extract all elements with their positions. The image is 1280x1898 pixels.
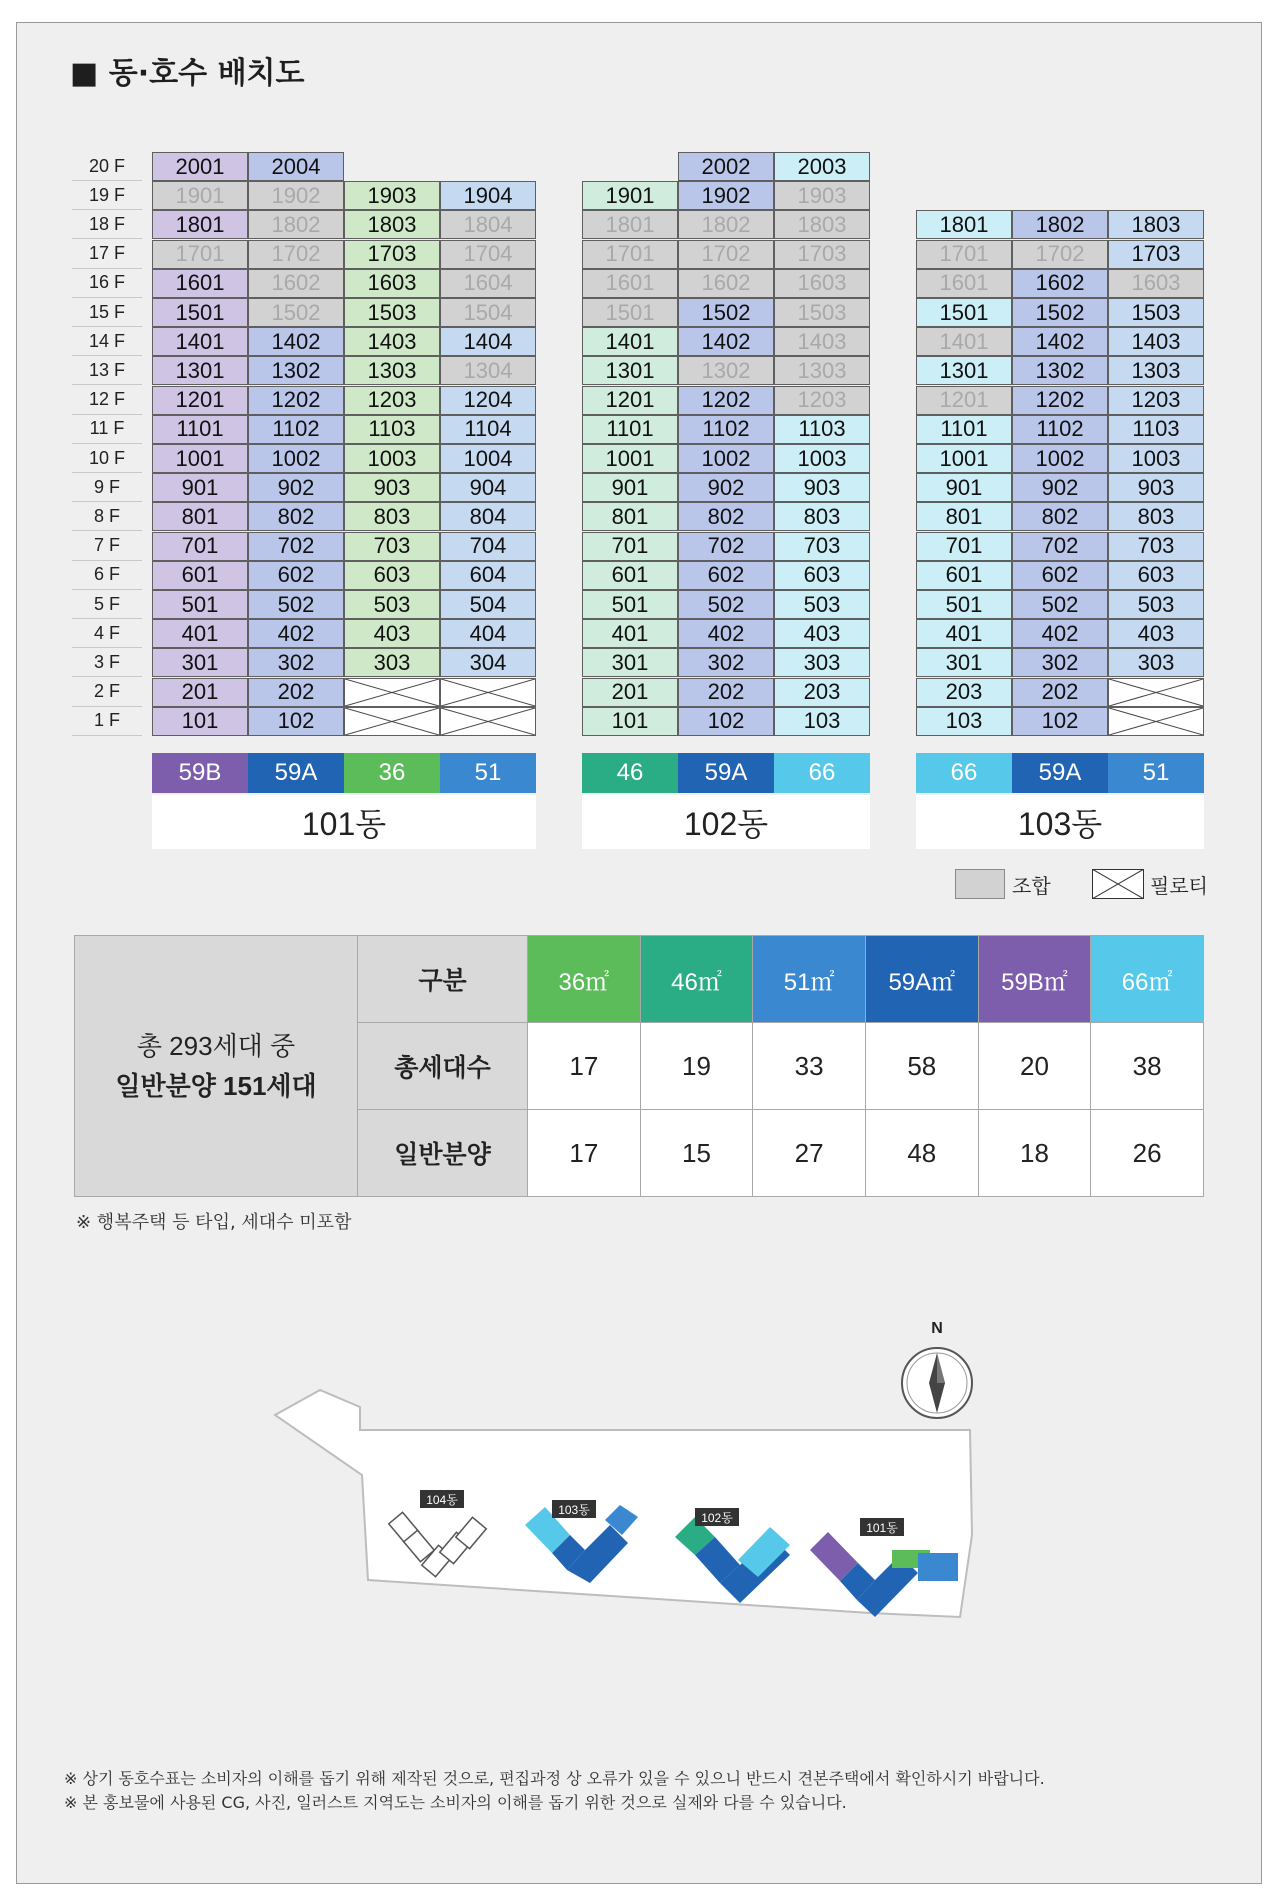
summary-general-cell: 27: [753, 1110, 866, 1197]
unit-cell: 203: [916, 678, 1012, 707]
unit-cell-union: 1503: [774, 298, 870, 327]
unit-cell: 402: [678, 619, 774, 648]
summary-type-59b: 59B㎡: [978, 936, 1091, 1023]
unit-cell: 501: [582, 590, 678, 619]
unit-cell: 1002: [678, 444, 774, 473]
pilotis-cell: [440, 707, 536, 736]
unit-cell: 603: [774, 561, 870, 590]
unit-cell: 403: [1108, 619, 1204, 648]
unit-cell: 1103: [1108, 415, 1204, 444]
unit-cell: 704: [440, 532, 536, 561]
unit-cell: 1201: [582, 386, 678, 415]
summary-total-cell: 33: [753, 1023, 866, 1110]
summary-type-51: 51㎡: [753, 936, 866, 1023]
disclaimer-line-1: ※ 상기 동호수표는 소비자의 이해를 돕기 위해 제작된 것으로, 편집과정 상 오류가 있을 수 있으니 반드시 견본주택에서 확인하시기 바랍니다.: [64, 1769, 1045, 1788]
unit-cell: 1801: [152, 210, 248, 239]
unit-cell: 2004: [248, 152, 344, 181]
unit-cell: 701: [582, 532, 678, 561]
unit-cell: 1503: [1108, 298, 1204, 327]
unit-cell: 1904: [440, 181, 536, 210]
unit-cell-union: 1701: [916, 240, 1012, 269]
unit-cell: 804: [440, 502, 536, 531]
unit-cell: 1802: [1012, 210, 1108, 239]
legend-union-label: 조합: [1012, 874, 1051, 898]
unit-cell: 2001: [152, 152, 248, 181]
unit-cell: 2003: [774, 152, 870, 181]
unit-cell: 602: [248, 561, 344, 590]
unit-cell: 1004: [440, 444, 536, 473]
unit-cell: 1801: [916, 210, 1012, 239]
summary-type-36: 36㎡: [528, 936, 641, 1023]
unit-cell: 603: [1108, 561, 1204, 590]
pilotis-cell: [1108, 707, 1204, 736]
unit-cell: 1203: [1108, 386, 1204, 415]
floor-label: 11 F: [72, 415, 142, 444]
unit-cell: 1703: [344, 240, 440, 269]
unit-cell: 303: [1108, 648, 1204, 677]
unit-cell: 602: [1012, 561, 1108, 590]
summary-header-row: [75, 936, 1204, 1023]
unit-cell: 303: [344, 648, 440, 677]
floor-label: 13 F: [72, 356, 142, 385]
unit-cell: 1001: [582, 444, 678, 473]
unit-cell: 1102: [248, 415, 344, 444]
unit-cell: 101: [582, 707, 678, 736]
site-label-101: 101동: [866, 1521, 898, 1535]
unit-cell: 701: [916, 532, 1012, 561]
unit-cell: 1603: [344, 269, 440, 298]
unit-cell: 101: [152, 707, 248, 736]
summary-general-cell: 17: [528, 1110, 641, 1197]
unit-cell-union: 1701: [582, 240, 678, 269]
unit-cell: 401: [916, 619, 1012, 648]
unit-cell: 1001: [152, 444, 248, 473]
unit-cell: 903: [1108, 473, 1204, 502]
type-label: 59A: [1012, 753, 1108, 793]
floor-label: 5 F: [72, 590, 142, 619]
unit-cell: 201: [152, 678, 248, 707]
unit-cell: 301: [916, 648, 1012, 677]
unit-cell: 202: [248, 678, 344, 707]
page-title: ■ 동·호수 배치도: [70, 56, 305, 91]
summary-lead-line2: 일반분양 151세대: [115, 1071, 317, 1101]
unit-cell: 1302: [1012, 356, 1108, 385]
unit-cell: 902: [1012, 473, 1108, 502]
type-label: 46: [582, 753, 678, 793]
type-label: 51: [1108, 753, 1204, 793]
floor-label: 16 F: [72, 269, 142, 298]
unit-cell: 1303: [344, 356, 440, 385]
summary-total-cell: 20: [978, 1023, 1091, 1110]
unit-cell: 703: [344, 532, 440, 561]
unit-cell: 1803: [1108, 210, 1204, 239]
unit-cell-union: 1201: [916, 386, 1012, 415]
pilotis-cell: [1108, 678, 1204, 707]
unit-cell-union: 1903: [774, 181, 870, 210]
unit-cell: 1402: [678, 327, 774, 356]
unit-cell: 803: [1108, 502, 1204, 531]
unit-cell: 901: [582, 473, 678, 502]
unit-cell: 1502: [678, 298, 774, 327]
building-name: 101동: [152, 795, 536, 849]
unit-cell: 102: [678, 707, 774, 736]
unit-cell: 502: [678, 590, 774, 619]
summary-total-cell: 38: [1091, 1023, 1204, 1110]
unit-cell-union: 1702: [678, 240, 774, 269]
unit-cell: 103: [916, 707, 1012, 736]
summary-total-cell: 58: [865, 1023, 978, 1110]
unit-cell: 401: [582, 619, 678, 648]
unit-cell-union: 1803: [774, 210, 870, 239]
unit-cell: 901: [916, 473, 1012, 502]
unit-cell: 302: [678, 648, 774, 677]
site-label-102: 102동: [701, 1511, 733, 1525]
type-label: 59A: [678, 753, 774, 793]
unit-cell: 1402: [1012, 327, 1108, 356]
summary-row2-label: 일반분양: [358, 1110, 528, 1197]
unit-cell-union: 1603: [1108, 269, 1204, 298]
unit-cell-union: 1401: [916, 327, 1012, 356]
site-label-103: 103동: [558, 1503, 590, 1517]
unit-cell: 1503: [344, 298, 440, 327]
unit-cell: 1301: [582, 356, 678, 385]
unit-cell: 1902: [678, 181, 774, 210]
unit-cell: 602: [678, 561, 774, 590]
unit-cell: 1201: [152, 386, 248, 415]
summary-note: ※ 행복주택 등 타입, 세대수 미포함: [76, 1212, 352, 1233]
unit-cell: 1001: [916, 444, 1012, 473]
unit-cell: 1002: [1012, 444, 1108, 473]
unit-cell: 302: [248, 648, 344, 677]
unit-cell: 803: [774, 502, 870, 531]
unit-cell: 502: [1012, 590, 1108, 619]
unit-cell: 803: [344, 502, 440, 531]
unit-cell: 1203: [344, 386, 440, 415]
unit-cell: 1003: [344, 444, 440, 473]
unit-cell: 801: [152, 502, 248, 531]
site-plan: [270, 1385, 980, 1630]
unit-cell-union: 1702: [248, 240, 344, 269]
site-label-104: 104동: [426, 1493, 458, 1507]
summary-header-label: 구분: [358, 936, 528, 1023]
unit-cell: 801: [582, 502, 678, 531]
unit-cell: 202: [678, 678, 774, 707]
unit-cell-union: 1603: [774, 269, 870, 298]
unit-cell: 501: [152, 590, 248, 619]
pilotis-cell: [344, 678, 440, 707]
unit-cell-union: 1604: [440, 269, 536, 298]
unit-cell-union: 1704: [440, 240, 536, 269]
unit-cell-union: 1304: [440, 356, 536, 385]
unit-cell: 203: [774, 678, 870, 707]
unit-cell: 1301: [916, 356, 1012, 385]
unit-cell: 402: [1012, 619, 1108, 648]
unit-cell: 1102: [1012, 415, 1108, 444]
unit-cell: 1903: [344, 181, 440, 210]
type-label: 59B: [152, 753, 248, 793]
unit-cell-union: 1701: [152, 240, 248, 269]
unit-cell: 1601: [152, 269, 248, 298]
unit-cell: 1602: [1012, 269, 1108, 298]
unit-cell: 902: [678, 473, 774, 502]
pilotis-cell: [440, 678, 536, 707]
floor-label: 6 F: [72, 561, 142, 590]
summary-general-cell: 18: [978, 1110, 1091, 1197]
unit-cell: 301: [582, 648, 678, 677]
unit-cell: 1204: [440, 386, 536, 415]
unit-cell: 1202: [1012, 386, 1108, 415]
unit-cell: 1501: [916, 298, 1012, 327]
unit-cell-union: 1602: [248, 269, 344, 298]
summary-lead-cell: [75, 936, 358, 1197]
building-name: 102동: [582, 795, 870, 849]
unit-cell: 302: [1012, 648, 1108, 677]
unit-cell: 903: [344, 473, 440, 502]
unit-cell-union: 1901: [152, 181, 248, 210]
unit-cell: 1403: [1108, 327, 1204, 356]
unit-cell: 503: [1108, 590, 1204, 619]
legend-union-swatch: [955, 869, 1005, 899]
unit-cell-union: 1302: [678, 356, 774, 385]
unit-cell: 702: [678, 532, 774, 561]
floor-label: 14 F: [72, 327, 142, 356]
unit-cell-union: 1602: [678, 269, 774, 298]
unit-cell: 703: [774, 532, 870, 561]
unit-cell: 503: [774, 590, 870, 619]
summary-type-59a: 59A㎡: [865, 936, 978, 1023]
type-label: 66: [916, 753, 1012, 793]
unit-cell-union: 1504: [440, 298, 536, 327]
unit-cell-union: 1502: [248, 298, 344, 327]
type-label: 59A: [248, 753, 344, 793]
unit-cell-union: 1203: [774, 386, 870, 415]
unit-cell: 1002: [248, 444, 344, 473]
unit-cell-union: 1802: [248, 210, 344, 239]
summary-type-66: 66㎡: [1091, 936, 1204, 1023]
summary-lead-line1: 총 293세대 중: [136, 1031, 296, 1061]
unit-cell: 403: [344, 619, 440, 648]
summary-row1-label: 총세대수: [358, 1023, 528, 1110]
type-label: 36: [344, 753, 440, 793]
unit-cell: 1402: [248, 327, 344, 356]
unit-cell: 902: [248, 473, 344, 502]
type-label: 66: [774, 753, 870, 793]
unit-cell: 701: [152, 532, 248, 561]
unit-cell: 2002: [678, 152, 774, 181]
unit-cell: 702: [248, 532, 344, 561]
unit-cell-union: 1702: [1012, 240, 1108, 269]
unit-cell: 1803: [344, 210, 440, 239]
summary-table: [74, 935, 1204, 1197]
unit-cell: 1104: [440, 415, 536, 444]
unit-cell: 202: [1012, 678, 1108, 707]
unit-cell: 904: [440, 473, 536, 502]
summary-general-cell: 15: [640, 1110, 753, 1197]
unit-cell-union: 1703: [774, 240, 870, 269]
unit-cell: 1302: [248, 356, 344, 385]
summary-type-46: 46㎡: [640, 936, 753, 1023]
unit-cell-union: 1403: [774, 327, 870, 356]
unit-cell: 403: [774, 619, 870, 648]
unit-cell: 801: [916, 502, 1012, 531]
unit-cell: 1003: [1108, 444, 1204, 473]
unit-cell: 1404: [440, 327, 536, 356]
unit-cell: 1703: [1108, 240, 1204, 269]
unit-cell: 1202: [678, 386, 774, 415]
unit-cell-union: 1902: [248, 181, 344, 210]
unit-cell: 502: [248, 590, 344, 619]
unit-cell-union: 1804: [440, 210, 536, 239]
unit-cell: 404: [440, 619, 536, 648]
unit-cell: 301: [152, 648, 248, 677]
unit-cell: 802: [248, 502, 344, 531]
floor-label: 15 F: [72, 298, 142, 327]
unit-cell: 1101: [582, 415, 678, 444]
unit-cell: 501: [916, 590, 1012, 619]
unit-cell-union: 1801: [582, 210, 678, 239]
unit-cell: 102: [1012, 707, 1108, 736]
unit-cell: 103: [774, 707, 870, 736]
unit-cell: 601: [582, 561, 678, 590]
compass-north-label: N: [931, 1320, 943, 1337]
unit-cell: 1102: [678, 415, 774, 444]
floor-label: 4 F: [72, 619, 142, 648]
floor-label: 18 F: [72, 210, 142, 239]
unit-cell: 1303: [1108, 356, 1204, 385]
floor-label: 7 F: [72, 532, 142, 561]
floor-label: 12 F: [72, 386, 142, 415]
summary-total-cell: 19: [640, 1023, 753, 1110]
unit-cell: 1401: [152, 327, 248, 356]
floor-label: 2 F: [72, 678, 142, 707]
unit-cell: 1003: [774, 444, 870, 473]
unit-cell-union: 1601: [916, 269, 1012, 298]
unit-cell: 702: [1012, 532, 1108, 561]
unit-cell: 802: [1012, 502, 1108, 531]
unit-cell: 1501: [152, 298, 248, 327]
unit-cell: 503: [344, 590, 440, 619]
unit-cell: 304: [440, 648, 536, 677]
unit-cell: 402: [248, 619, 344, 648]
disclaimer-line-2: ※ 본 홍보물에 사용된 CG, 사진, 일러스트 지역도는 소비자의 이해를 돕기 위한 것으로 실제와 다를 수 있습니다.: [64, 1793, 847, 1812]
floor-label: 8 F: [72, 502, 142, 531]
unit-cell: 102: [248, 707, 344, 736]
summary-general-cell: 48: [865, 1110, 978, 1197]
unit-cell: 303: [774, 648, 870, 677]
unit-cell: 201: [582, 678, 678, 707]
unit-cell: 601: [152, 561, 248, 590]
pilotis-cell: [344, 707, 440, 736]
floor-label: 17 F: [72, 240, 142, 269]
unit-cell: 802: [678, 502, 774, 531]
unit-cell: 1901: [582, 181, 678, 210]
unit-cell: 1502: [1012, 298, 1108, 327]
unit-cell: 1401: [582, 327, 678, 356]
unit-cell-union: 1501: [582, 298, 678, 327]
floor-label: 10 F: [72, 444, 142, 473]
summary-general-cell: 26: [1091, 1110, 1204, 1197]
unit-cell: 401: [152, 619, 248, 648]
floor-label: 3 F: [72, 648, 142, 677]
floor-label: 9 F: [72, 473, 142, 502]
unit-cell: 504: [440, 590, 536, 619]
type-label: 51: [440, 753, 536, 793]
floor-label: 20 F: [72, 152, 142, 181]
unit-cell: 601: [916, 561, 1012, 590]
floor-label: 19 F: [72, 181, 142, 210]
floor-label: 1 F: [72, 707, 142, 736]
unit-cell-union: 1802: [678, 210, 774, 239]
unit-cell: 903: [774, 473, 870, 502]
unit-cell: 1301: [152, 356, 248, 385]
unit-cell: 1103: [774, 415, 870, 444]
unit-cell: 703: [1108, 532, 1204, 561]
unit-cell: 1101: [916, 415, 1012, 444]
unit-cell-union: 1303: [774, 356, 870, 385]
unit-cell: 1403: [344, 327, 440, 356]
building-name: 103동: [916, 795, 1204, 849]
unit-cell: 901: [152, 473, 248, 502]
summary-total-cell: 17: [528, 1023, 641, 1110]
legend-pilotis-label: 필로티: [1150, 874, 1208, 898]
unit-cell-union: 1601: [582, 269, 678, 298]
unit-cell: 604: [440, 561, 536, 590]
unit-cell: 603: [344, 561, 440, 590]
legend-pilotis-swatch: [1092, 869, 1144, 899]
unit-cell: 1103: [344, 415, 440, 444]
unit-cell: 1202: [248, 386, 344, 415]
unit-cell: 1101: [152, 415, 248, 444]
